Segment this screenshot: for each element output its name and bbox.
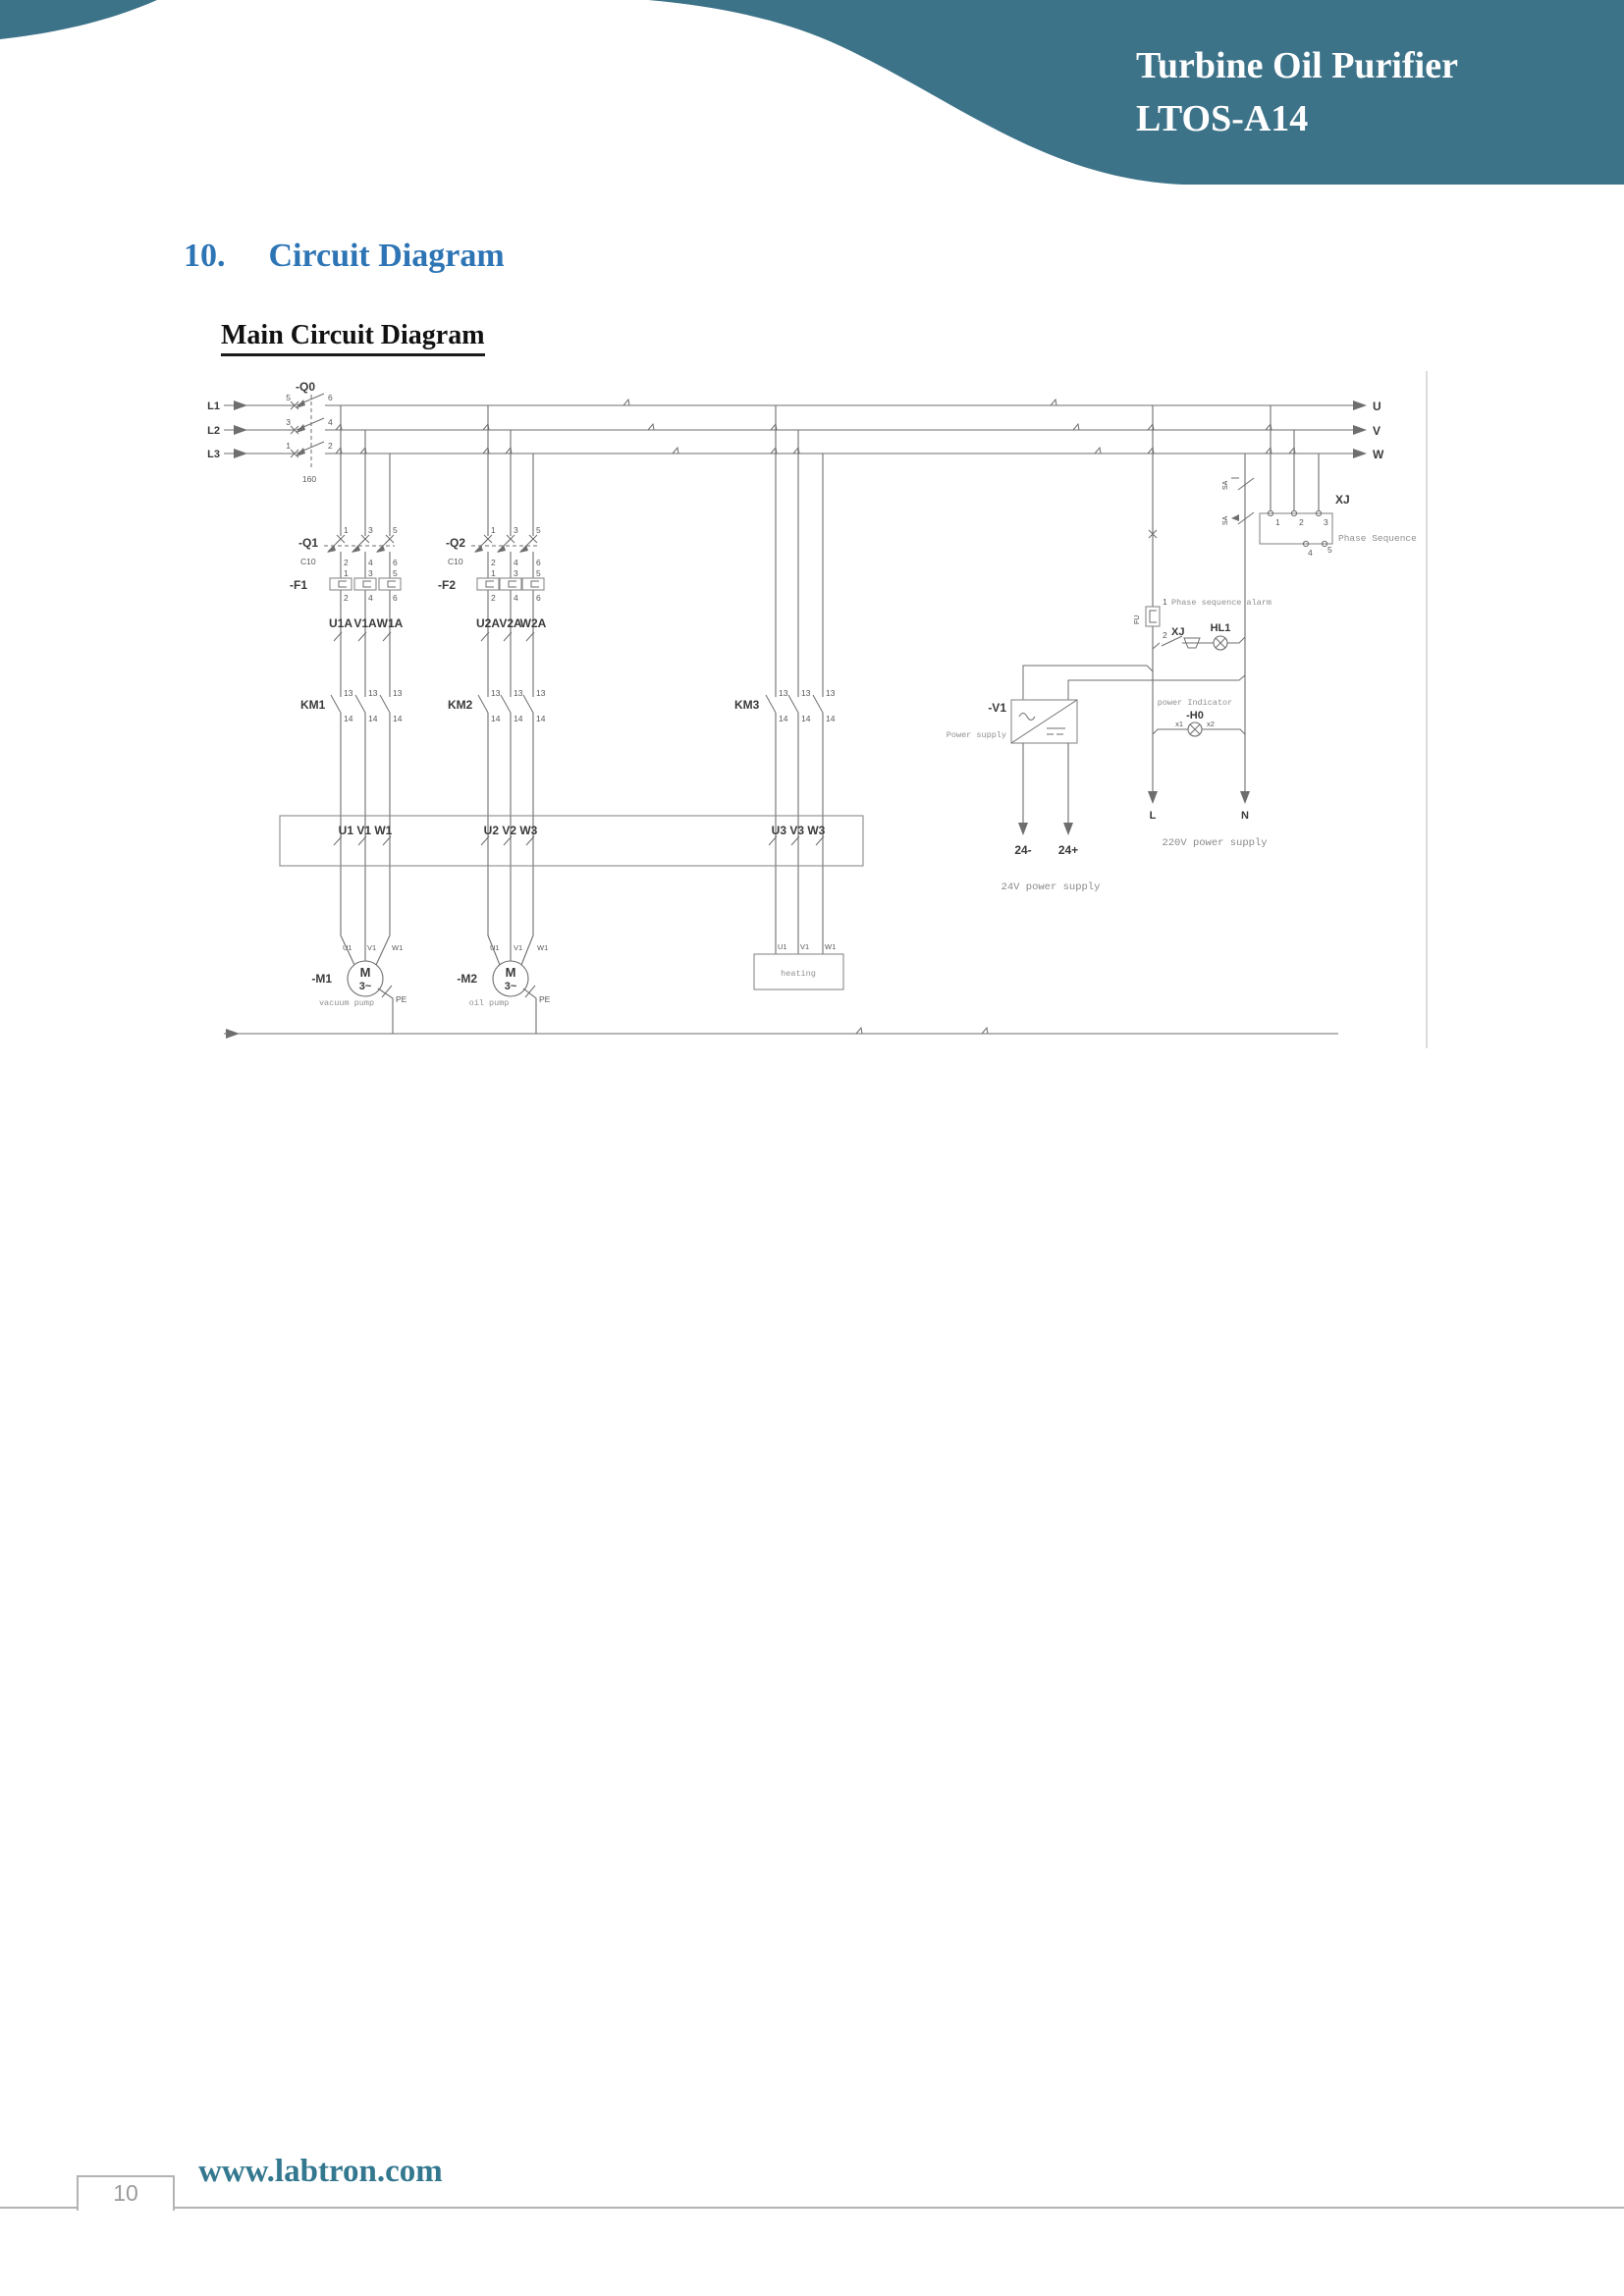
heater-terminal: W1 — [825, 942, 837, 951]
h0-label: -H0 — [1186, 710, 1204, 721]
switch-label: SA — [1222, 480, 1229, 490]
m1-pe-label: PE — [396, 994, 407, 1004]
dc-arrow-icons — [1018, 823, 1073, 835]
q1-terminal: 4 — [368, 558, 373, 567]
km1-nc: 13 — [393, 688, 403, 698]
xj-terminal: 4 — [1308, 548, 1313, 558]
km2-no: 14 — [536, 714, 546, 723]
footer-rule — [0, 2207, 1624, 2209]
xj-terminal: 5 — [1327, 545, 1332, 555]
xj-terminal: 1 — [1275, 517, 1280, 527]
m2-terminal: U1 — [490, 943, 500, 952]
contactor-km1 — [300, 688, 403, 723]
page-title — [1136, 39, 1458, 145]
wire-hop-marks — [336, 400, 1295, 454]
q2-terminal: 2 — [491, 558, 496, 567]
f1-terminal: 5 — [393, 568, 398, 578]
h0-x1: x1 — [1175, 720, 1183, 728]
m1-phases: 3~ — [358, 981, 372, 992]
km1-no: 14 — [344, 714, 353, 723]
page-number: 10 — [113, 2180, 138, 2206]
phase-sequence-alarm — [1134, 405, 1272, 822]
f2-label: -F2 — [438, 578, 456, 592]
page-title-line1: Turbine Oil Purifier — [1136, 45, 1458, 86]
dc-caption: 24V power supply — [1001, 881, 1101, 893]
alarm-caption: Phase sequence alarm — [1171, 598, 1272, 608]
h0-caption: power Indicator — [1157, 698, 1233, 708]
out-label-u: U — [1373, 400, 1381, 413]
pe-arrow-icon — [226, 1029, 240, 1039]
km2-no: 14 — [491, 714, 501, 723]
v1-caption: Power supply — [946, 730, 1006, 740]
phase-buses — [207, 400, 1384, 461]
km2-no: 14 — [514, 714, 523, 723]
q0-terminal: 2 — [328, 441, 333, 451]
km3-nc: 13 — [801, 688, 811, 698]
f2-terminal: 3 — [514, 568, 518, 578]
heater-caption: heating — [781, 969, 816, 979]
f1-terminal: 6 — [393, 593, 398, 603]
q2-terminal: 1 — [491, 525, 496, 535]
phase-sequence-relay — [1260, 405, 1417, 558]
q2-terminal: 4 — [514, 558, 518, 567]
motor-m1 — [311, 943, 406, 1034]
mains-l-label: L — [1149, 810, 1157, 822]
fuse-terminal: 2 — [1163, 630, 1167, 640]
f2-terminal: 4 — [514, 593, 518, 603]
contactor-km3 — [734, 688, 836, 723]
xj-caption: Phase Sequence — [1338, 533, 1417, 544]
xj-terminal: 2 — [1299, 517, 1304, 527]
out-label-w: W — [1373, 448, 1384, 461]
km2-nc: 13 — [514, 688, 523, 698]
alarm-contact-label: XJ — [1171, 626, 1185, 638]
output-arrow-icons — [1353, 400, 1367, 458]
f1-terminal: 2 — [344, 593, 349, 603]
wire-label-u1a: U1A — [328, 616, 353, 630]
km1-no: 14 — [393, 714, 403, 723]
q1-terminal: 1 — [344, 525, 349, 535]
f1-label: -F1 — [290, 578, 307, 592]
q1-terminal: 2 — [344, 558, 349, 567]
m2-terminal: W1 — [537, 943, 549, 952]
q0-terminal: 3 — [286, 417, 291, 427]
dc-symbol-icon — [1047, 728, 1065, 734]
strip-group-2: U2 V2 W3 — [483, 824, 538, 837]
q0-terminal: 4 — [328, 417, 333, 427]
heater-terminal: U1 — [778, 942, 787, 951]
wire-label-w2a: W2A — [519, 616, 547, 630]
pe-bus — [224, 1028, 1338, 1039]
f2-terminal: 1 — [491, 568, 496, 578]
q2-terminal: 6 — [536, 558, 541, 567]
wire-label-w1a: W1A — [376, 616, 404, 630]
dc-neg-label: 24- — [1014, 843, 1032, 857]
feed-arrow-icons — [234, 400, 247, 458]
km3-no: 14 — [826, 714, 836, 723]
m1-caption: vacuum pump — [318, 998, 375, 1008]
section-heading — [184, 238, 505, 275]
xj-label: XJ — [1335, 493, 1350, 507]
wire-label-v1a: V1A — [353, 616, 377, 630]
mains-caption: 220V power supply — [1162, 837, 1268, 849]
mains-n-label: N — [1241, 810, 1249, 822]
dc-pos-label: 24+ — [1057, 843, 1079, 857]
f2-terminal: 5 — [536, 568, 541, 578]
km2-label: KM2 — [448, 698, 473, 712]
q2-terminal: 3 — [514, 525, 518, 535]
main-switch-q0 — [286, 380, 333, 484]
q2-frame: C10 — [448, 557, 463, 566]
switch-label: SA — [1222, 515, 1229, 525]
km3-nc: 13 — [826, 688, 836, 698]
km1-label: KM1 — [300, 698, 326, 712]
m1-symbol-letter: M — [359, 965, 371, 980]
q1-label: -Q1 — [298, 536, 319, 550]
q0-terminal: 5 — [286, 393, 291, 402]
wire-label-u2a: U2A — [475, 616, 501, 630]
header-swoosh-tail — [0, 0, 157, 39]
f1-terminal: 1 — [344, 568, 349, 578]
v1-label: -V1 — [988, 701, 1006, 715]
feed-label-l3: L3 — [207, 449, 220, 460]
subsection-heading: Main Circuit Diagram — [221, 320, 485, 356]
contactor-km2 — [448, 688, 546, 723]
m1-terminal: V1 — [367, 943, 377, 952]
fuse-terminal: 1 — [1163, 597, 1167, 607]
km3-no: 14 — [779, 714, 788, 723]
q2-label: -Q2 — [446, 536, 466, 550]
main-circuit-diagram — [191, 344, 1443, 1070]
motor-m2 — [457, 943, 550, 1034]
page-title-line2: LTOS-A14 — [1136, 98, 1309, 139]
strip-group-1: U1 V1 W1 — [338, 824, 393, 837]
m1-terminal: U1 — [343, 943, 352, 952]
footer-link[interactable]: www.labtron.com — [198, 2154, 443, 2189]
feed-label-l1: L1 — [207, 400, 220, 412]
km1-nc: 13 — [344, 688, 353, 698]
q0-terminal: 1 — [286, 441, 291, 451]
km2-nc: 13 — [536, 688, 546, 698]
strip-group-3: U3 V3 W3 — [771, 824, 826, 837]
section-number: 10. — [184, 238, 226, 274]
f1-terminal: 4 — [368, 593, 373, 603]
f1-terminal: 3 — [368, 568, 373, 578]
n-arrow-icon — [1240, 791, 1250, 804]
wire-label-v2a: V2A — [499, 616, 522, 630]
h0-x2: x2 — [1207, 720, 1215, 728]
km1-no: 14 — [368, 714, 378, 723]
km2-nc: 13 — [491, 688, 501, 698]
m2-caption: oil pump — [468, 998, 510, 1008]
feed-label-l2: L2 — [207, 425, 220, 437]
fuse-label: FU — [1134, 614, 1141, 624]
m2-phases: 3~ — [504, 981, 517, 992]
q0-label: -Q0 — [296, 380, 316, 394]
f2-terminal: 6 — [536, 593, 541, 603]
q1-terminal: 5 — [393, 525, 398, 535]
m1-label: -M1 — [311, 972, 332, 986]
out-label-v: V — [1373, 424, 1381, 438]
section-title: Circuit Diagram — [268, 238, 505, 274]
power-indicator — [1153, 698, 1245, 736]
km3-nc: 13 — [779, 688, 788, 698]
km3-no: 14 — [801, 714, 811, 723]
q0-rating: 160 — [301, 474, 317, 484]
m1-terminal: W1 — [392, 943, 404, 952]
l-arrow-icon — [1148, 791, 1158, 804]
f2-terminal: 2 — [491, 593, 496, 603]
m2-symbol-letter: M — [505, 965, 516, 980]
m2-terminal: V1 — [514, 943, 523, 952]
m2-label: -M2 — [457, 972, 477, 986]
breaker-q2 — [438, 525, 547, 641]
page-number-tab — [77, 2175, 175, 2211]
neutral-line — [1162, 454, 1267, 849]
q1-frame: C10 — [300, 557, 316, 566]
q0-terminal: 6 — [328, 393, 333, 402]
hl1-label: HL1 — [1210, 622, 1231, 634]
heater-terminal: V1 — [800, 942, 810, 951]
km3-label: KM3 — [734, 698, 760, 712]
breaker-q1 — [290, 525, 404, 641]
q2-terminal: 5 — [536, 525, 541, 535]
q1-terminal: 3 — [368, 525, 373, 535]
ac-symbol-icon — [1019, 714, 1035, 721]
m2-pe-label: PE — [539, 994, 551, 1004]
xj-terminal: 3 — [1324, 517, 1328, 527]
q1-terminal: 6 — [393, 558, 398, 567]
km1-nc: 13 — [368, 688, 378, 698]
